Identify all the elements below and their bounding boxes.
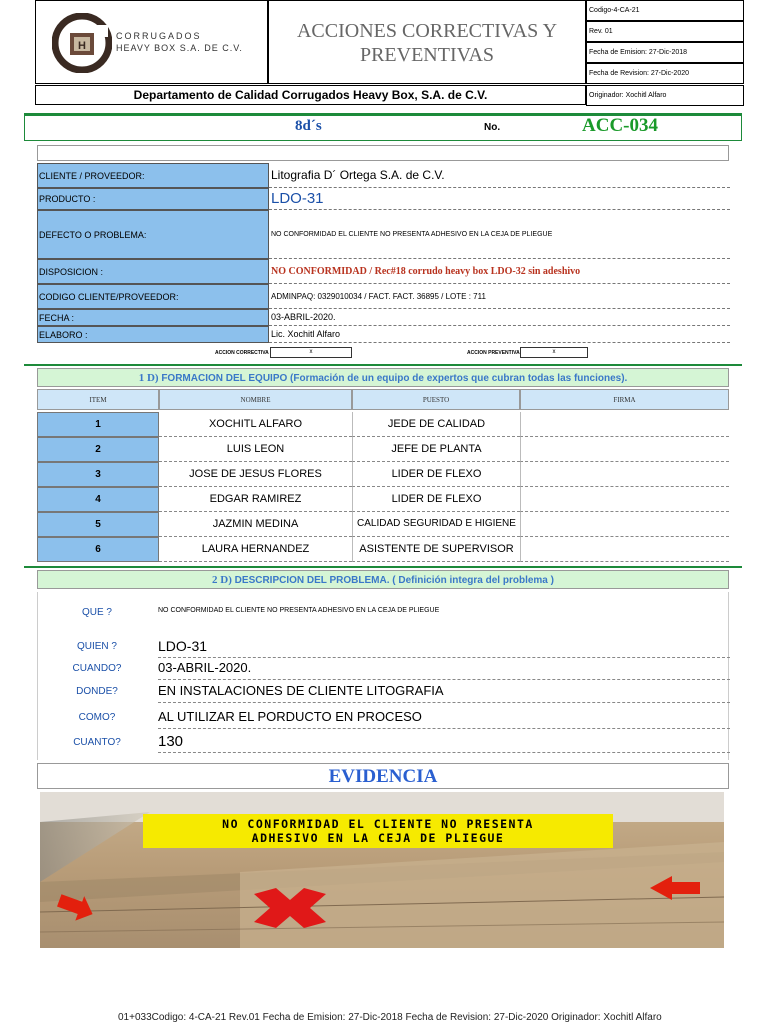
team-firma[interactable] <box>520 462 729 487</box>
problem-label-cuando: CUANDO? <box>72 663 122 674</box>
team-item: 2 <box>37 437 159 462</box>
team-item: 1 <box>37 412 159 437</box>
department-line: Departamento de Calidad Corrugados Heavy Box, S.A. de C.V. <box>35 85 586 105</box>
meta-originador: Originador: Xochitl Alfaro <box>586 85 744 106</box>
problem-value-como: AL UTILIZAR EL PORDUCTO EN PROCESO <box>158 709 730 729</box>
meta-codigo: Codigo-4-CA-21 <box>586 0 744 21</box>
company-name-line2: HEAVY BOX S.A. DE C.V. <box>116 43 243 53</box>
problem-label-cuanto: CUANTO? <box>73 737 121 748</box>
svg-text:H: H <box>78 40 86 52</box>
document-title: ACCIONES CORRECTIVAS Y PREVENTIVAS <box>268 0 586 84</box>
preventive-action-label: ACCION PREVENTIVA <box>467 350 520 356</box>
meta-revision: Fecha de Revision: 27-Dic-2020 <box>586 63 744 84</box>
team-name: LAURA HERNANDEZ <box>159 537 352 562</box>
team-puesto: CALIDAD SEGURIDAD E HIGIENE <box>352 512 520 537</box>
report-method: 8d´s <box>295 118 322 134</box>
col-puesto: PUESTO <box>352 389 520 410</box>
team-puesto: JEDE DE CALIDAD <box>352 412 520 437</box>
team-firma[interactable] <box>520 412 729 437</box>
team-item: 3 <box>37 462 159 487</box>
team-item: 4 <box>37 487 159 512</box>
col-item: ITEM <box>37 389 159 410</box>
divider-1 <box>24 364 742 366</box>
team-firma[interactable] <box>520 512 729 537</box>
team-puesto: JEFE DE PLANTA <box>352 437 520 462</box>
team-section-number: 1 D) <box>138 372 159 384</box>
team-section-header <box>37 368 729 387</box>
team-puesto: LIDER DE FLEXO <box>352 462 520 487</box>
corrective-action-checkbox[interactable]: x <box>270 347 352 358</box>
problem-label-quien: QUIEN ? <box>76 641 117 652</box>
report-id-row <box>24 113 742 141</box>
problem-section-title: DESCRIPCION DEL PROBLEMA. ( Definición integra del problema ) <box>234 575 554 586</box>
evidence-banner <box>143 814 613 848</box>
label-fecha: FECHA : <box>37 309 269 326</box>
divider-2 <box>24 566 742 568</box>
team-name: JOSE DE JESUS FLORES <box>159 462 352 487</box>
team-item: 5 <box>37 512 159 537</box>
team-firma[interactable] <box>520 537 729 562</box>
team-section-title: FORMACION DEL EQUIPO (Formación de un equipo de expertos que cubran todas las funciones). <box>161 373 628 384</box>
team-firma[interactable] <box>520 487 729 512</box>
evidence-photo <box>40 792 724 948</box>
preventive-action-checkbox[interactable]: x <box>520 347 588 358</box>
meta-rev: Rev. 01 <box>586 21 744 42</box>
page-footer: 01+033Codigo: 4-CA-21 Rev.01 Fecha de Emision: 27-Dic-2018 Fecha de Revision: 27-Dic-2020 Originador: Xochitl Alfaro <box>118 1012 662 1023</box>
col-nombre: NOMBRE <box>159 389 352 410</box>
value-producto: LDO-31 <box>269 188 730 210</box>
value-defecto: NO CONFORMIDAD EL CLIENTE NO PRESENTA ADHESIVO EN LA CEJA DE PLIEGUE <box>269 210 730 259</box>
problem-value-cuando: 03-ABRIL-2020. <box>158 660 730 680</box>
team-puesto: ASISTENTE DE SUPERVISOR <box>352 537 520 562</box>
col-firma: FIRMA <box>520 389 729 410</box>
label-cliente: CLIENTE / PROVEEDOR: <box>37 163 269 188</box>
problem-value-que: NO CONFORMIDAD EL CLIENTE NO PRESENTA ADHESIVO EN LA CEJA DE PLIEGUE <box>158 607 440 614</box>
evidence-banner-line2: ADHESIVO EN LA CEJA DE PLIEGUE <box>251 831 505 845</box>
company-name-line1: CORRUGADOS <box>116 31 202 41</box>
value-fecha: 03-ABRIL-2020. <box>269 309 730 326</box>
report-number: ACC-034 <box>582 115 658 136</box>
label-disposicion: DISPOSICION : <box>37 259 269 284</box>
corrective-action-label: ACCION CORRECTIVA <box>215 350 269 356</box>
value-cliente: Litografia D´ Ortega S.A. de C.V. <box>269 163 730 188</box>
label-producto: PRODUCTO : <box>37 188 269 210</box>
team-name: XOCHITL ALFARO <box>159 412 352 437</box>
label-elaboro: ELABORO : <box>37 326 269 343</box>
problem-section-header <box>37 570 729 589</box>
value-disposicion: NO CONFORMIDAD / Rec#18 corrudo heavy box LDO-32 sin adeshivo <box>269 259 730 284</box>
problem-section-number: 2 D) <box>212 574 232 586</box>
problem-value-donde: EN INSTALACIONES DE CLIENTE LITOGRAFIA <box>158 683 730 703</box>
value-codigo: ADMINPAQ: 0329010034 / FACT. FACT. 36895 / LOTE : 711 <box>269 284 730 309</box>
team-firma[interactable] <box>520 437 729 462</box>
team-name: JAZMIN MEDINA <box>159 512 352 537</box>
company-logo-box <box>35 0 268 84</box>
details-spacer <box>37 145 729 161</box>
team-item: 6 <box>37 537 159 562</box>
problem-value-cuanto: 130 <box>158 733 730 753</box>
team-name: EDGAR RAMIREZ <box>159 487 352 512</box>
problem-value-quien: LDO-31 <box>158 638 730 658</box>
company-logo-icon <box>52 13 112 73</box>
team-name: LUIS LEON <box>159 437 352 462</box>
label-codigo: CODIGO CLIENTE/PROVEEDOR: <box>37 284 269 309</box>
problem-label-donde: DONDE? <box>76 686 118 697</box>
problem-label-como: COMO? <box>78 712 116 723</box>
value-elaboro: Lic. Xochitl Alfaro <box>269 326 730 343</box>
evidence-banner-line1: NO CONFORMIDAD EL CLIENTE NO PRESENTA <box>222 817 534 831</box>
meta-emision: Fecha de Emision: 27-Dic-2018 <box>586 42 744 63</box>
label-defecto: DEFECTO O PROBLEMA: <box>37 210 269 259</box>
team-puesto: LIDER DE FLEXO <box>352 487 520 512</box>
problem-label-que: QUE ? <box>81 607 112 618</box>
evidence-title: EVIDENCIA <box>37 763 729 789</box>
report-number-label: No. <box>484 122 501 133</box>
